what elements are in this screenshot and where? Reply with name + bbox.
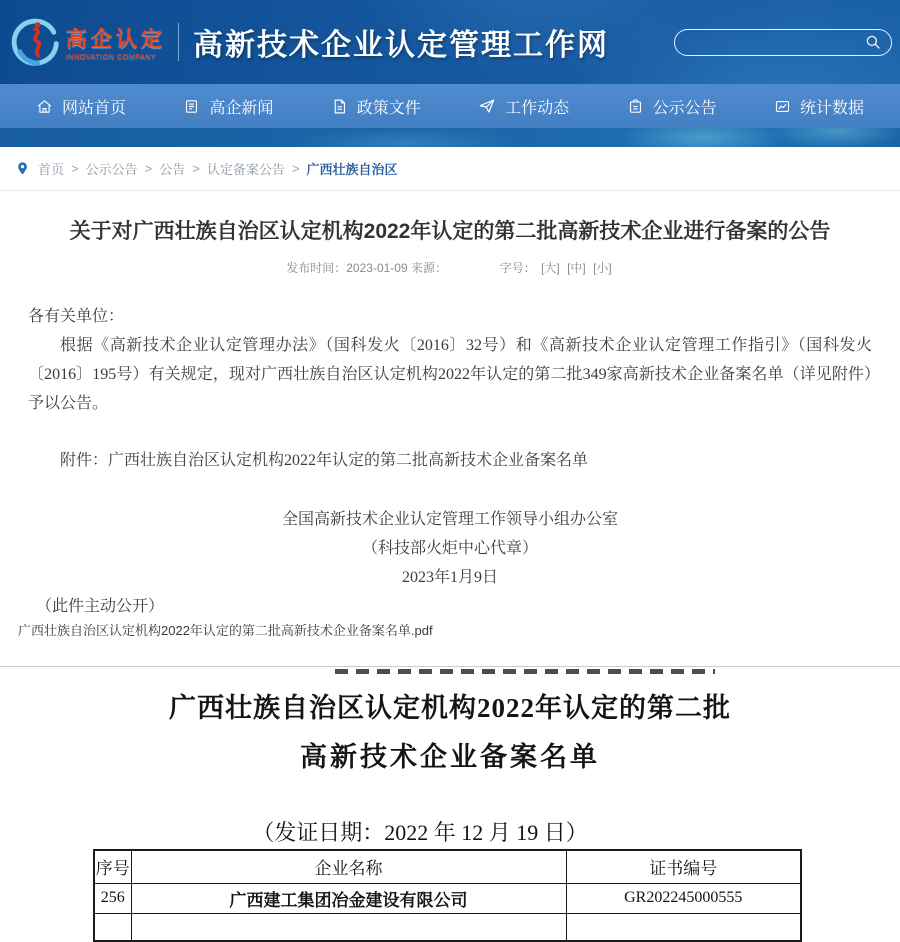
publish-date: 2023-01-09: [346, 261, 408, 275]
news-icon: [183, 98, 200, 115]
document-title-line2: 高新技术企业备案名单: [300, 742, 600, 772]
breadcrumb-item-notice[interactable]: 公告: [159, 162, 186, 177]
cell-certificate-number: GR202245000555: [566, 883, 801, 913]
source-label: 来源：: [410, 261, 447, 275]
paper-plane-icon: [478, 97, 496, 115]
font-size-label: 字号：: [499, 261, 536, 275]
signer-note: （科技部火炬中心代章）: [361, 540, 538, 557]
search-icon[interactable]: [864, 33, 882, 51]
nav-item-announcements[interactable]: [627, 95, 717, 118]
disclosure-note: （此件主动公开）: [36, 598, 165, 615]
attachment-pdf-link[interactable]: 广西壮族自治区认定机构2022年认定的第二批高新技术企业备案名单.pdf: [18, 623, 433, 638]
policy-document-icon: [331, 98, 348, 115]
font-size-small-button[interactable]: [小]: [593, 261, 612, 275]
breadcrumb-separator: >: [291, 161, 300, 176]
article-title: 关于对广西壮族自治区认定机构2022年认定的第二批高新技术企业进行备案的公告: [69, 220, 831, 243]
salutation: 各有关单位：: [28, 308, 125, 325]
attachment-line: 附件：广西壮族自治区认定机构2022年认定的第二批高新技术企业备案名单: [60, 452, 589, 469]
cell-empty: [131, 913, 566, 941]
site-title: 高新技术企业认定管理工作网: [193, 29, 609, 62]
publish-time-label: 发布时间：: [286, 261, 347, 275]
nav-item-label: 公示公告: [652, 99, 717, 117]
nav-item-dynamics[interactable]: [478, 95, 569, 118]
table-row: [94, 883, 801, 913]
sign-date: 2023年1月9日: [401, 569, 498, 586]
document-preview: [0, 690, 900, 942]
content-divider: [0, 666, 900, 667]
announcement-clipboard-icon: [627, 98, 644, 115]
nav-item-label: 政策文件: [356, 99, 421, 117]
main-nav: [0, 84, 900, 128]
home-icon: [36, 98, 53, 115]
search-box: [674, 29, 892, 56]
enterprise-table: [93, 849, 802, 942]
table-row-clipped: [94, 913, 801, 941]
signer-name: 全国高新技术企业认定管理工作领导小组办公室: [281, 511, 618, 528]
table-header-row: [94, 850, 801, 883]
logo-text: [66, 23, 166, 61]
nav-item-label: 网站首页: [62, 99, 127, 117]
breadcrumb-current-region: 广西壮族自治区: [306, 162, 398, 177]
breadcrumb-item-announcements[interactable]: 公示公告: [85, 162, 138, 177]
breadcrumb: [0, 147, 900, 191]
site-header: [0, 0, 900, 84]
main-paragraph: 根据《高新技术企业认定管理办法》（国科发火〔2016〕32号）和《高新技术企业认定管理工作指引》（国科发火〔2016〕195号）有关规定，现对广西壮族自治区认定机构2022年认定的第二批349家高新技术企业备案名单（详见附件）予以公告。: [28, 337, 872, 412]
certificate-issue-date: （发证日期：2022 年 12 月 19 日）: [252, 820, 588, 845]
logo-title: 高企认定: [66, 28, 166, 51]
breadcrumb-separator: >: [144, 161, 153, 176]
breadcrumb-separator: >: [192, 161, 200, 176]
clipped-text-fragment: [335, 669, 715, 674]
breadcrumb-separator: >: [71, 161, 79, 176]
font-size-medium-button[interactable]: [中]: [567, 261, 586, 275]
nav-item-policy[interactable]: [331, 95, 421, 118]
logo-swirl-icon: [10, 16, 62, 68]
location-pin-icon: [16, 161, 29, 176]
font-size-large-button[interactable]: [大]: [541, 261, 560, 275]
cell-empty: [566, 913, 801, 941]
search-input[interactable]: [675, 35, 864, 50]
nav-item-label: 工作动态: [505, 99, 570, 117]
article-meta: [0, 259, 900, 276]
statistics-chart-icon: [774, 98, 791, 115]
cell-serial: 256: [94, 883, 131, 913]
cell-company-name: 广西建工集团冶金建设有限公司: [131, 883, 566, 913]
nav-item-home[interactable]: [36, 95, 126, 118]
article-body: [28, 302, 872, 621]
nav-item-label: 统计数据: [799, 99, 864, 117]
logo-subtitle: INNOVATION COMPANY: [66, 54, 157, 61]
nav-item-label: 高企新闻: [209, 99, 274, 117]
nav-item-statistics[interactable]: [774, 95, 864, 118]
col-header-certificate: 证书编号: [566, 850, 801, 883]
col-header-company: 企业名称: [131, 850, 566, 883]
col-header-serial: 序号: [94, 850, 131, 883]
cell-empty: [94, 913, 131, 941]
header-divider: [178, 23, 179, 61]
header-decoration-band: [0, 128, 900, 147]
document-title-line1: 广西壮族自治区认定机构2022年认定的第二批: [169, 693, 731, 723]
breadcrumb-item-filing-notice[interactable]: 认定备案公告: [206, 162, 285, 177]
breadcrumb-item-home[interactable]: 首页: [38, 162, 65, 177]
site-logo[interactable]: [10, 16, 166, 68]
nav-item-news[interactable]: [183, 95, 273, 118]
